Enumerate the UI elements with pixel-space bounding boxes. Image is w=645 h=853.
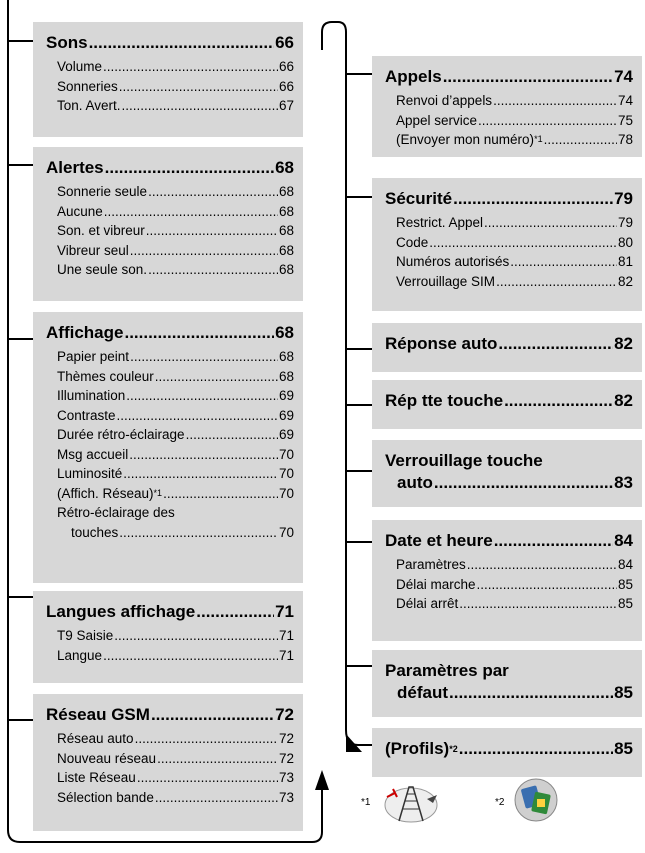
dot-leader: [119, 77, 278, 97]
menu-section-left[interactable]: [33, 694, 303, 831]
section-header[interactable]: [385, 530, 633, 552]
dot-leader: [130, 347, 278, 367]
section-page: 85: [614, 739, 633, 758]
menu-section-left[interactable]: [33, 22, 303, 137]
section-title: Réseau GSM: [46, 705, 150, 724]
right-tree-line: [322, 22, 372, 745]
menu-item-label: Code: [396, 234, 429, 250]
dot-leader: [148, 260, 278, 280]
menu-item-label: Contraste: [57, 407, 116, 423]
menu-item[interactable]: [46, 729, 294, 749]
dot-leader: [135, 729, 278, 749]
menu-item-page: 70: [278, 446, 294, 462]
menu-item-label: Une seule son.: [57, 262, 148, 277]
menu-item-label: Délai arrêt: [396, 596, 459, 611]
menu-item[interactable]: [46, 182, 294, 202]
dot-leader: [498, 333, 613, 355]
section-title-cont: défaut: [397, 683, 448, 702]
menu-item-page: 68: [278, 203, 294, 219]
section-header[interactable]: [46, 32, 294, 54]
section-title-line2: [385, 472, 633, 494]
menu-item[interactable]: [385, 594, 633, 614]
dot-leader: [122, 96, 278, 116]
dot-leader: [124, 322, 274, 344]
menu-item[interactable]: [46, 77, 294, 97]
menu-item-page: 85: [617, 596, 633, 611]
section-page: 68: [275, 158, 294, 177]
dot-leader: [453, 188, 613, 210]
dot-leader: [146, 221, 278, 241]
menu-item-label: Nouveau réseau: [57, 750, 157, 766]
menu-item[interactable]: [385, 233, 633, 253]
dot-leader: [123, 464, 278, 484]
menu-item-page: 79: [617, 215, 633, 230]
dot-leader: [114, 626, 278, 646]
menu-item-page: 68: [278, 242, 294, 258]
menu-item-label: Langue: [57, 647, 103, 663]
dot-leader: [104, 202, 278, 222]
network-antenna-icon: [379, 775, 443, 825]
menu-item[interactable]: [385, 91, 633, 111]
menu-item-label: Msg accueil: [57, 446, 129, 462]
menu-section-right[interactable]: [372, 728, 642, 777]
menu-item-label: T9 Saisie: [57, 628, 114, 643]
section-title: Affichage: [46, 323, 124, 342]
menu-item-page: 85: [617, 576, 633, 592]
section-header[interactable]: [385, 66, 633, 88]
dot-leader: [155, 788, 278, 808]
dot-leader: [126, 386, 278, 406]
section-title: Rép tte touche: [385, 391, 504, 410]
dot-leader: [103, 646, 278, 666]
section-items: [385, 91, 633, 150]
menu-item[interactable]: [385, 111, 633, 131]
menu-item-page: 72: [278, 731, 294, 746]
dot-leader: [467, 555, 617, 575]
menu-item-page: 68: [278, 349, 294, 364]
menu-item-page: 68: [278, 368, 294, 384]
section-page: 74: [614, 67, 633, 86]
menu-item-page: 78: [617, 132, 633, 147]
menu-item-page: 70: [278, 466, 294, 481]
menu-item-page: 75: [617, 112, 633, 128]
section-page: 72: [275, 705, 294, 724]
menu-item[interactable]: [46, 367, 294, 387]
menu-item-label: Thèmes couleur: [57, 368, 154, 384]
dot-leader: [148, 182, 278, 202]
menu-item-label: Sélection bande: [57, 789, 154, 805]
dot-leader: [157, 749, 278, 769]
dot-leader: [186, 425, 278, 445]
section-page: 79: [614, 189, 633, 208]
section-header[interactable]: [46, 601, 294, 623]
dot-leader: [117, 406, 278, 426]
menu-item-page: 71: [278, 628, 294, 643]
menu-section-right[interactable]: [372, 440, 642, 507]
section-header[interactable]: [385, 188, 633, 210]
section-items: [46, 626, 294, 665]
dot-leader: [459, 738, 613, 760]
section-title: Appels: [385, 67, 442, 86]
menu-item[interactable]: [46, 241, 294, 261]
dot-leader: [130, 241, 278, 261]
menu-item-page: 69: [278, 427, 294, 442]
section-title: Réponse auto: [385, 334, 498, 353]
dot-leader: [510, 252, 617, 272]
menu-item[interactable]: [46, 260, 294, 280]
section-title-line2: [385, 682, 633, 704]
menu-item[interactable]: [46, 425, 294, 445]
section-page: 71: [275, 602, 294, 621]
corner-arrowhead: [346, 734, 362, 752]
dot-leader: [443, 66, 613, 88]
menu-item[interactable]: [46, 221, 294, 241]
menu-item-label: Durée rétro-éclairage: [57, 427, 185, 442]
footnote-mark-2: *2: [495, 797, 505, 808]
menu-item-label: Renvoi d’appels: [396, 93, 493, 108]
menu-item[interactable]: [46, 406, 294, 426]
menu-item[interactable]: [385, 213, 633, 233]
menu-item-page: 66: [278, 78, 294, 94]
dot-leader: [163, 484, 278, 504]
dot-leader: [151, 704, 274, 726]
menu-item[interactable]: [46, 202, 294, 222]
section-page: 84: [614, 531, 633, 550]
dot-leader: [449, 682, 613, 704]
menu-item[interactable]: [46, 626, 294, 646]
menu-item[interactable]: [385, 555, 633, 575]
menu-item-page: 84: [617, 557, 633, 572]
menu-section-left[interactable]: [33, 591, 303, 683]
menu-item[interactable]: (Affich. Réseau) $^{*1}$ ..... 70: [46, 484, 294, 504]
menu-item-label: Vibreur seul: [57, 242, 129, 258]
section-title: Sécurité: [385, 189, 453, 208]
menu-item-label: Ton. Avert.: [57, 98, 121, 113]
menu-item[interactable]: [46, 788, 294, 808]
menu-section-left[interactable]: [33, 312, 303, 583]
menu-item-label: Son. et vibreur: [57, 223, 145, 238]
dot-leader: [137, 768, 278, 788]
section-header[interactable]: [385, 450, 633, 494]
dot-leader: [494, 530, 613, 552]
section-header[interactable]: [46, 322, 294, 344]
section-header[interactable]: (Profils) $^{*2}$ ..... 85: [385, 738, 633, 760]
dot-leader: [493, 91, 617, 111]
menu-item[interactable]: [46, 646, 294, 666]
menu-item-label: Rétro-éclairage des: [57, 505, 175, 520]
section-items: [385, 555, 633, 614]
dot-leader: [89, 32, 275, 54]
dot-leader: [429, 233, 617, 253]
menu-item-page: 69: [278, 388, 294, 403]
menu-item[interactable]: [385, 575, 633, 595]
menu-item-page: 80: [617, 234, 633, 250]
section-page: 85: [614, 683, 633, 702]
up-arrowhead: [315, 770, 329, 790]
menu-item[interactable]: [46, 96, 294, 116]
menu-section-right[interactable]: [372, 520, 642, 641]
menu-section-right[interactable]: [372, 650, 642, 717]
section-title: Paramètres par: [385, 661, 509, 680]
menu-item-label: Restrict. Appel: [396, 215, 484, 230]
section-header[interactable]: [385, 660, 633, 704]
menu-section-left[interactable]: [33, 147, 303, 301]
menu-item-label: Liste Réseau: [57, 770, 136, 785]
menu-item-label: (Envoyer mon numéro): [396, 132, 535, 147]
menu-item[interactable]: [46, 768, 294, 788]
menu-item[interactable]: [46, 503, 294, 542]
menu-item[interactable]: (Envoyer mon numéro) $^{*1}$ ..... 78: [385, 130, 633, 150]
profiles-icon: [513, 777, 559, 823]
section-header[interactable]: [46, 157, 294, 179]
dot-leader: [105, 157, 274, 179]
menu-item-page: 82: [617, 273, 633, 289]
section-items: [385, 213, 633, 291]
section-items: [46, 57, 294, 116]
menu-item-page: 67: [278, 98, 294, 113]
menu-item-label: Aucune: [57, 203, 103, 219]
menu-item-label: (Affich. Réseau): [57, 485, 154, 501]
section-items: [46, 182, 294, 280]
dot-leader: [434, 472, 613, 494]
menu-item-label: Illumination: [57, 388, 126, 403]
menu-item-page: 68: [278, 223, 294, 238]
section-title: Alertes: [46, 158, 104, 177]
dot-leader: [544, 130, 617, 150]
menu-item-label: Luminosité: [57, 466, 123, 481]
menu-item-label: Délai marche: [396, 576, 476, 592]
menu-section-right[interactable]: [372, 178, 642, 311]
menu-item-page: 69: [278, 407, 294, 423]
dot-leader: [478, 111, 617, 131]
menu-item[interactable]: [385, 252, 633, 272]
menu-item-label: Numéros autorisés: [396, 254, 510, 269]
dot-leader: [103, 57, 278, 77]
section-title: Langues affichage: [46, 602, 196, 621]
section-page: 83: [614, 473, 633, 492]
section-title: Verrouillage touche: [385, 451, 543, 470]
dot-leader: [496, 272, 617, 292]
section-title: (Profils): [385, 739, 450, 758]
dot-leader: [504, 390, 613, 412]
menu-item-page: 70: [278, 485, 294, 501]
menu-item-label: Paramètres: [396, 557, 466, 572]
section-header[interactable]: [46, 704, 294, 726]
menu-item-page: 72: [278, 750, 294, 766]
section-items: [46, 347, 294, 542]
menu-item-label: Papier peint: [57, 349, 130, 364]
menu-item[interactable]: [46, 347, 294, 367]
menu-item-label: Verrouillage SIM: [396, 273, 496, 289]
menu-item-label: Sonneries: [57, 78, 118, 94]
menu-section-right[interactable]: [372, 380, 642, 429]
menu-item[interactable]: [46, 386, 294, 406]
menu-item-page: 70: [278, 524, 294, 540]
dot-leader: [459, 594, 617, 614]
menu-item[interactable]: [46, 749, 294, 769]
menu-item-page: 66: [278, 59, 294, 74]
dot-leader: [484, 213, 617, 233]
menu-section-right[interactable]: [372, 323, 642, 372]
section-items: [46, 729, 294, 807]
section-title-cont: auto: [397, 473, 433, 492]
footnotes: [361, 773, 601, 833]
menu-item[interactable]: [46, 464, 294, 484]
section-page: 68: [275, 323, 294, 342]
section-page: 82: [614, 391, 633, 410]
menu-item-page: 71: [278, 647, 294, 663]
section-title: Sons: [46, 33, 88, 52]
section-title: Date et heure: [385, 531, 493, 550]
menu-item-label: Volume: [57, 59, 103, 74]
menu-item[interactable]: [385, 272, 633, 292]
dot-leader: [155, 367, 278, 387]
menu-item-label: Appel service: [396, 112, 478, 128]
menu-item[interactable]: [46, 57, 294, 77]
menu-item[interactable]: [46, 445, 294, 465]
menu-item-page: 81: [617, 254, 633, 269]
menu-item-line2: [57, 523, 294, 543]
menu-item-label: Réseau auto: [57, 731, 134, 746]
dot-leader: [196, 601, 274, 623]
menu-item-page: 73: [278, 789, 294, 805]
section-page: 82: [614, 334, 633, 353]
section-header[interactable]: [385, 390, 633, 412]
menu-item-label: Sonnerie seule: [57, 184, 148, 199]
section-page: 66: [275, 33, 294, 52]
section-header[interactable]: [385, 333, 633, 355]
menu-item-page: 68: [278, 184, 294, 199]
dot-leader: [119, 523, 278, 543]
dot-leader: [477, 575, 617, 595]
menu-item-page: 68: [278, 262, 294, 277]
menu-item-page: 73: [278, 770, 294, 785]
menu-item-page: 74: [617, 93, 633, 108]
menu-item-label-cont: touches: [71, 524, 119, 540]
dot-leader: [129, 445, 278, 465]
menu-section-right[interactable]: [372, 56, 642, 157]
footnote-mark-1: *1: [361, 797, 371, 808]
